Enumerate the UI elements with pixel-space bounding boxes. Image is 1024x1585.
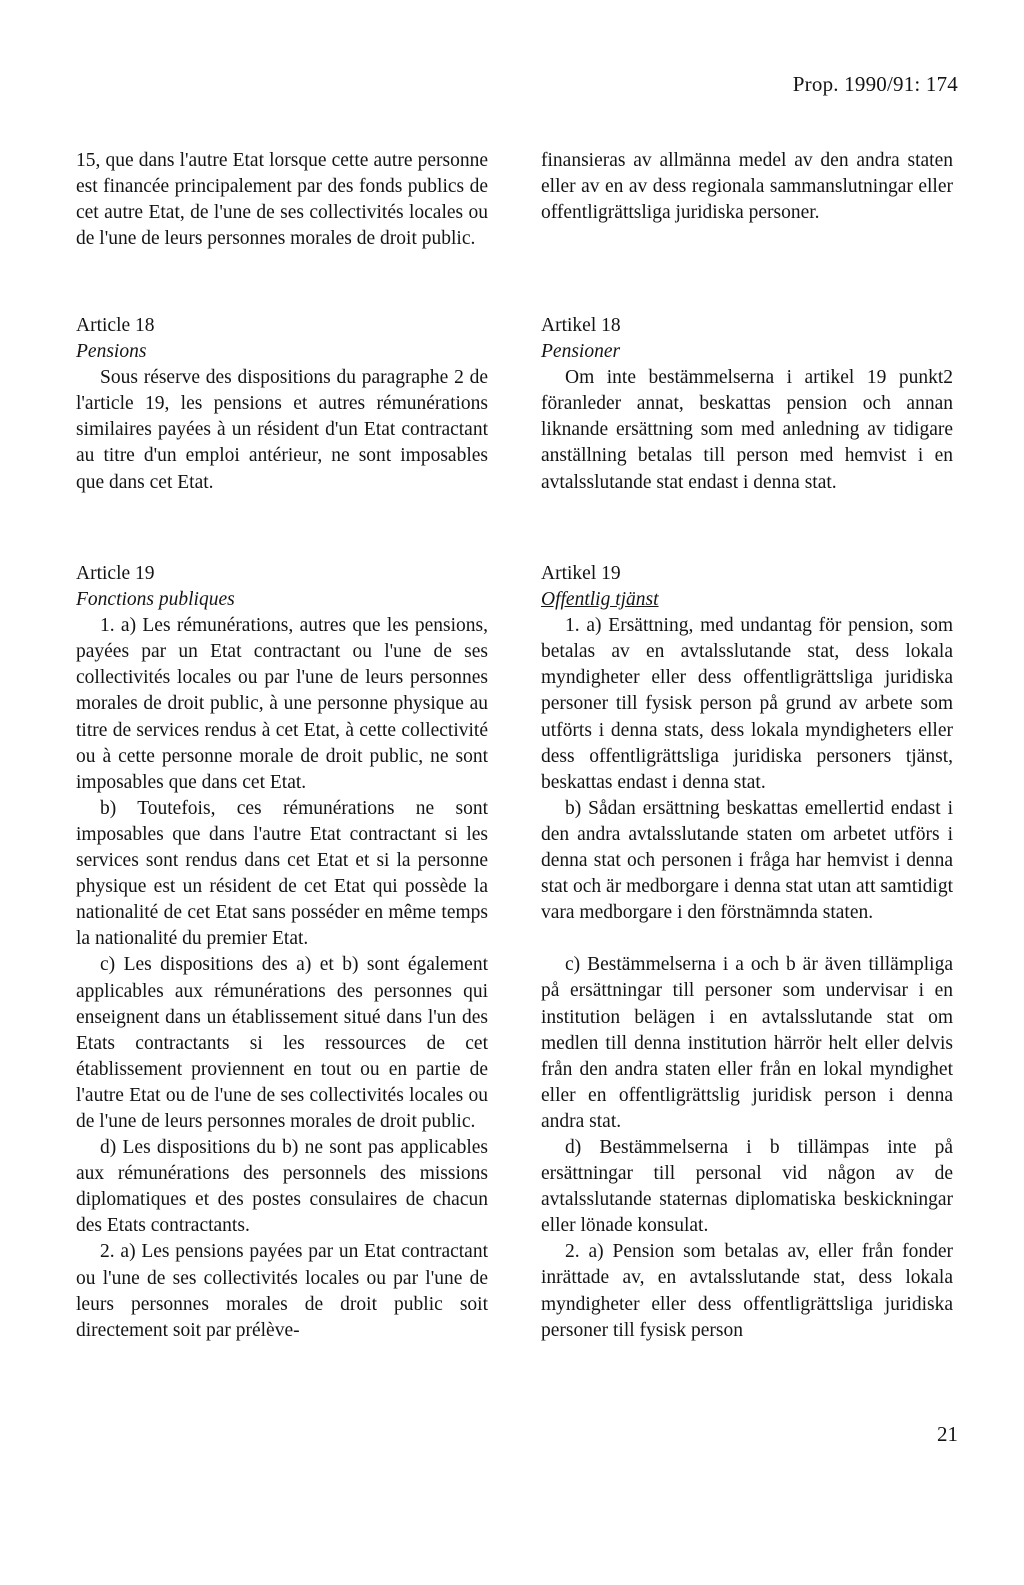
swedish-article-18-subheading: Pensioner <box>541 341 621 363</box>
french-article-19-subheading: Fonctions publiques <box>76 589 235 611</box>
swedish-article-18-paragraph: Om inte bestämmelserna i artikel 19 punkt2 föranleder annat, beskattas pension och annan liknande ersättning som med anledning av tidigare anställning betalas till person med hemvist i en avtalsslutande stat endast i denna stat. <box>541 367 953 493</box>
french-article-19-para-1b: b) Toutefois, ces rémunérations ne sont imposables que dans l'autre Etat contractant si les services sont rendus dans cet Etat et si la personne physique est un résident de cet Etat qui possède la nationalité de cet Etat sans posséder en même temps la nationalité du premier Etat. <box>76 797 488 950</box>
french-article-19-heading: Article 19 <box>76 563 155 584</box>
swedish-article-19-para-1b: b) Sådan ersättning beskattas emellertid endast i den andra avtalsslutande staten om arbetet utförs i denna stat och personen i fråga har hemvist i denna stat och är medborgare i denna stat utan att samtidigt vara medborgare i den förstnämnda staten. <box>541 797 953 924</box>
swedish-article-19-para-1c: c) Bestämmelserna i a och b är även tillämpliga på ersättningar till personer som undervisar i en institution belägen i en avtalsslutande stat om medlen till denna institution härrör helt eller delvis från den andra staten eller från en lokal myndighet eller en offentligrättslig juridisk person i denna andra stat. <box>541 954 953 1132</box>
swedish-article-19-heading: Artikel 19 <box>541 563 621 584</box>
french-article-19 <box>76 561 488 1344</box>
french-intro-block <box>76 148 488 252</box>
swedish-intro-paragraph: finansieras av allmänna medel av den andra staten eller av en av dess regionala sammanslutningar eller offentligrättsliga juridiska personer. <box>541 150 953 224</box>
swedish-article-19-para-1a: 1. a) Ersättning, med undantag för pension, som betalas av en avtalsslutande stat, dess lokala myndigheter eller dess offentligrättsliga juridiska personer till fysisk person på grund av arbete som utförts i denna stats, dess lokala myndigheters eller dess offentligrättsliga juridiska personers tjänst, beskattas endast i denna stat. <box>541 615 953 793</box>
french-article-19-para-1c: c) Les dispositions des a) et b) sont également applicables aux rémunérations des personnes qui enseignent dans un établissement situé dans l'un des Etats contractants si les ressources de cet établissement proviennent en tout ou en partie de l'autre Etat ou de l'une de ses collectivités locales ou de l'une de leurs personnes morales de droit public. <box>76 954 488 1132</box>
swedish-intro-block <box>541 148 953 226</box>
swedish-article-19-para-2a: 2. a) Pension som betalas av, eller från fonder inrättade av, en avtalsslutande stat, dess lokala myndigheter eller dess offentligrättsliga juridiska personer till fysisk person <box>541 1241 953 1341</box>
french-article-18-paragraph: Sous réserve des dispositions du paragraphe 2 de l'article 19, les pensions et autres rémunérations similaires payées à un résident d'un Etat contractant au titre d'un emploi antérieur, ne sont imposables que dans cet Etat. <box>76 367 488 493</box>
french-article-19-para-1a: 1. a) Les rémunérations, autres que les pensions, payées par un Etat contractant ou l'une de ses collectivités locales ou par l'une de leurs personnes morales de droit public, à une personne physique au titre de services rendus à cet Etat, à cette collectivité ou à cette personne morale de droit public, ne sont imposables que dans cet Etat. <box>76 615 488 793</box>
french-intro-paragraph: 15, que dans l'autre Etat lorsque cette autre personne est financée principalement par des fonds publics de cet autre Etat, de l'une de ses collectivités locales ou de l'une de leurs personnes morales de droit public. <box>76 150 488 250</box>
swedish-article-18 <box>541 313 953 496</box>
swedish-article-19-para-1d: d) Bestämmelserna i b tillämpas inte på ersättningar till personal vid någon av de avtalsslutande staternas diplomatiska beskickningar eller lönade konsulat. <box>541 1136 953 1237</box>
french-article-18-subheading: Pensions <box>76 341 147 363</box>
page-number: 21 <box>937 1422 958 1446</box>
french-article-19-para-1d: d) Les dispositions du b) ne sont pas applicables aux rémunérations des personnels des missions diplomatiques et des postes consulaires de chacun des Etats contractants. <box>76 1137 488 1237</box>
running-header: Prop. 1990/91: 174 <box>792 72 958 96</box>
swedish-article-19 <box>541 561 953 1344</box>
french-article-18 <box>76 313 488 496</box>
french-article-19-para-2a: 2. a) Les pensions payées par un Etat contractant ou l'une de ses collectivités locales ou par l'une de leurs personnes morales de droit public soit directement soit par prélève- <box>76 1241 488 1341</box>
swedish-article-18-heading: Artikel 18 <box>541 315 621 336</box>
swedish-article-19-subheading: Offentlig tjänst <box>541 589 659 611</box>
french-article-18-heading: Article 18 <box>76 315 155 336</box>
